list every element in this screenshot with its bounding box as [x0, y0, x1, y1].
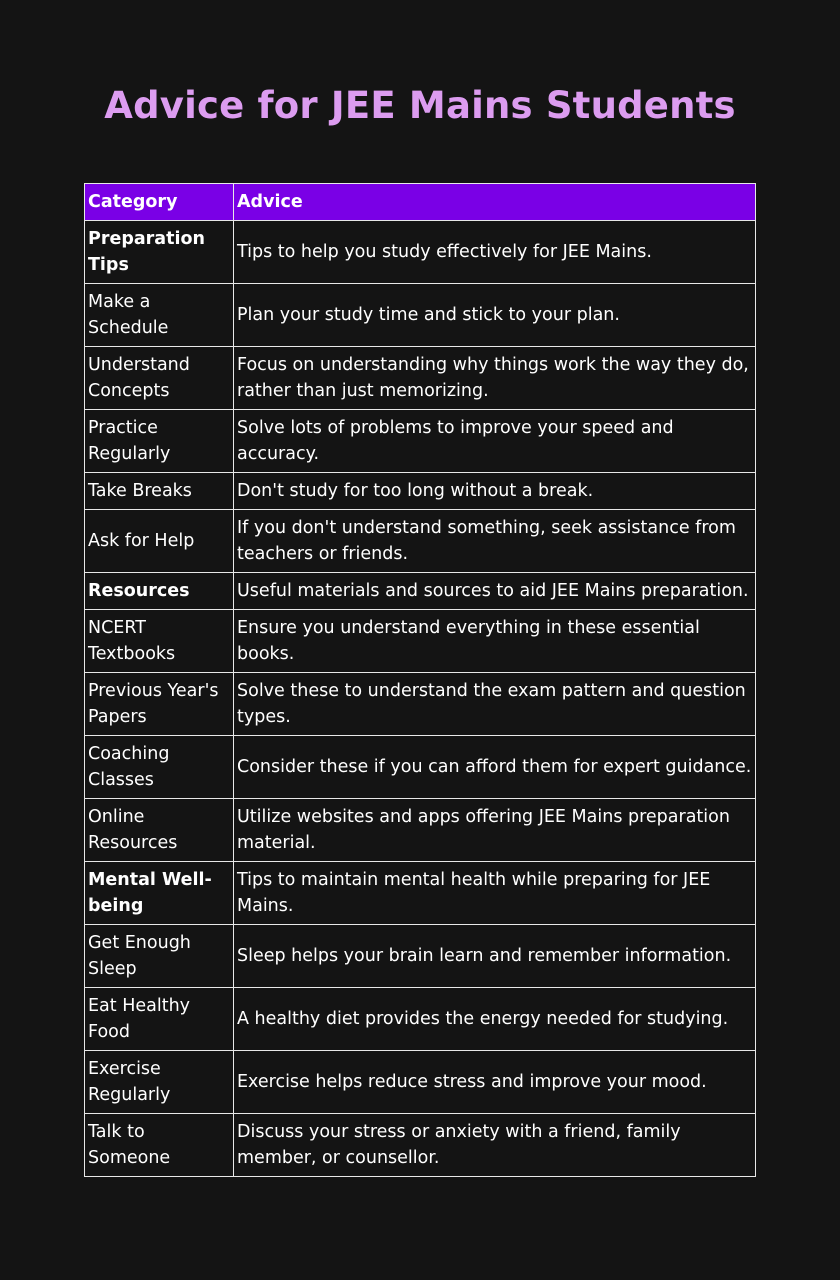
table-row [85, 510, 756, 573]
header-category: Category [85, 184, 234, 221]
table-row [85, 988, 756, 1051]
advice-cell: Focus on understanding why things work the way they do, rather than just memorizing. [234, 347, 756, 410]
header-advice: Advice [234, 184, 756, 221]
advice-cell: Tips to help you study effectively for JEE Mains. [234, 221, 756, 284]
category-cell: Preparation Tips [85, 221, 234, 284]
table-body [85, 221, 756, 1177]
advice-cell: Don't study for too long without a break. [234, 473, 756, 510]
category-cell: Make a Schedule [85, 284, 234, 347]
table-row [85, 610, 756, 673]
advice-table [84, 183, 756, 1177]
table-row [85, 1051, 756, 1114]
advice-cell: Solve lots of problems to improve your speed and accuracy. [234, 410, 756, 473]
table-row [85, 410, 756, 473]
table-row [85, 925, 756, 988]
category-cell: Exercise Regularly [85, 1051, 234, 1114]
table-row [85, 1114, 756, 1177]
category-cell: NCERT Textbooks [85, 610, 234, 673]
table-row [85, 799, 756, 862]
category-cell: Practice Regularly [85, 410, 234, 473]
table-row [85, 573, 756, 610]
advice-cell: Plan your study time and stick to your plan. [234, 284, 756, 347]
table-row [85, 473, 756, 510]
category-cell: Get Enough Sleep [85, 925, 234, 988]
table-row [85, 347, 756, 410]
table-row [85, 862, 756, 925]
advice-cell: Ensure you understand everything in these essential books. [234, 610, 756, 673]
advice-cell: A healthy diet provides the energy needed for studying. [234, 988, 756, 1051]
category-cell: Understand Concepts [85, 347, 234, 410]
table-header-row [85, 184, 756, 221]
advice-cell: Sleep helps your brain learn and remember information. [234, 925, 756, 988]
advice-cell: Useful materials and sources to aid JEE Mains preparation. [234, 573, 756, 610]
table-row [85, 284, 756, 347]
advice-cell: Exercise helps reduce stress and improve your mood. [234, 1051, 756, 1114]
advice-cell: Utilize websites and apps offering JEE Mains preparation material. [234, 799, 756, 862]
advice-cell: Consider these if you can afford them for expert guidance. [234, 736, 756, 799]
table-row [85, 736, 756, 799]
category-cell: Coaching Classes [85, 736, 234, 799]
category-cell: Ask for Help [85, 510, 234, 573]
category-cell: Online Resources [85, 799, 234, 862]
advice-cell: Discuss your stress or anxiety with a friend, family member, or counsellor. [234, 1114, 756, 1177]
table-row [85, 673, 756, 736]
advice-cell: Tips to maintain mental health while preparing for JEE Mains. [234, 862, 756, 925]
advice-cell: Solve these to understand the exam pattern and question types. [234, 673, 756, 736]
category-cell: Eat Healthy Food [85, 988, 234, 1051]
category-cell: Talk to Someone [85, 1114, 234, 1177]
category-cell: Take Breaks [85, 473, 234, 510]
table-row [85, 221, 756, 284]
category-cell: Resources [85, 573, 234, 610]
category-cell: Mental Well-being [85, 862, 234, 925]
page-title: Advice for JEE Mains Students [104, 84, 736, 127]
advice-cell: If you don't understand something, seek assistance from teachers or friends. [234, 510, 756, 573]
category-cell: Previous Year's Papers [85, 673, 234, 736]
